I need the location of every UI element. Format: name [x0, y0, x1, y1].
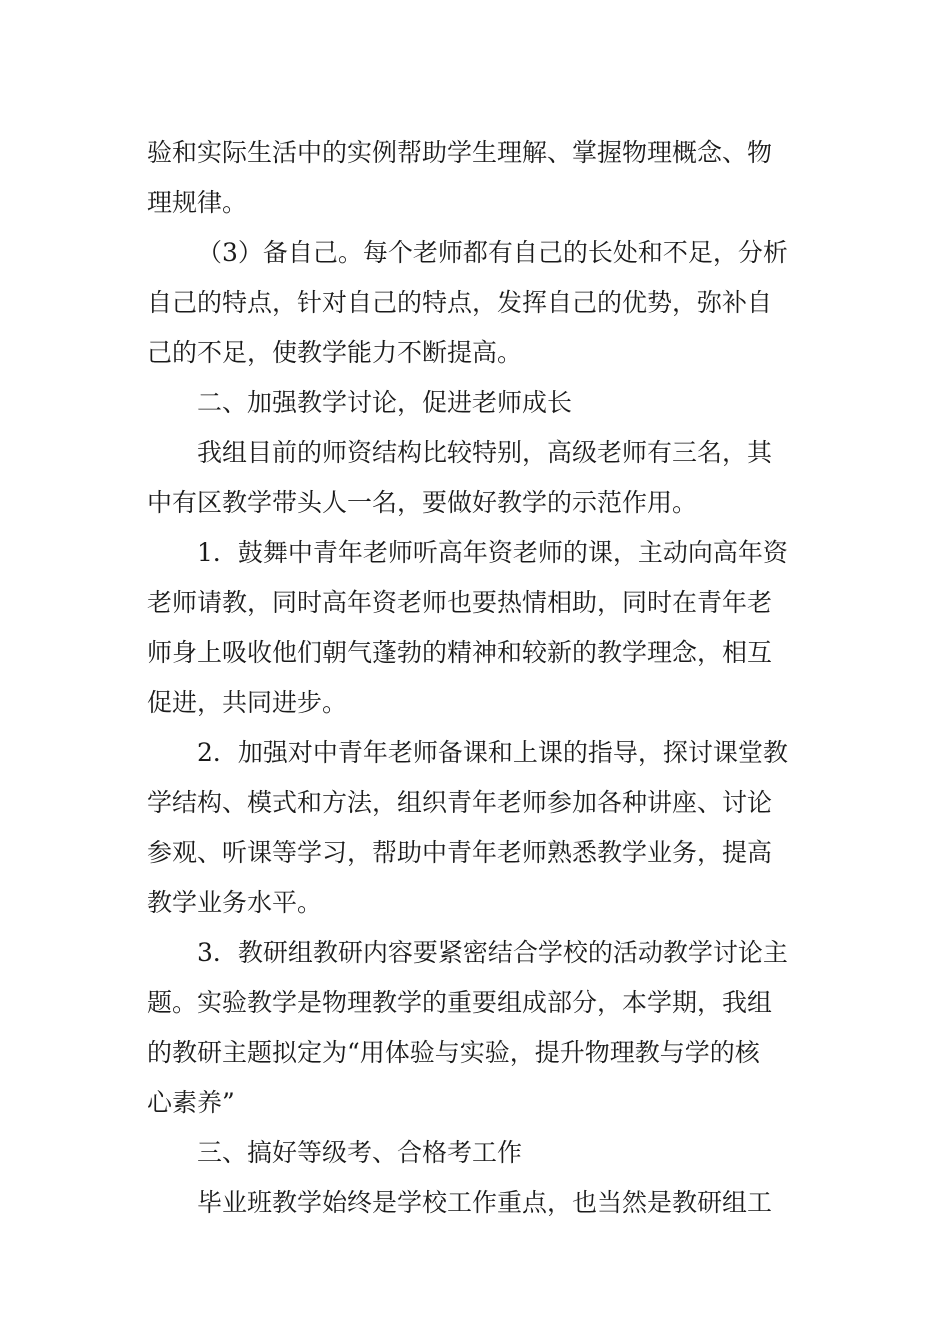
- text-line: 我组目前的师资结构比较特别，高级老师有三名，其: [197, 438, 773, 467]
- paragraph-graduating-class: [147, 1178, 807, 1228]
- text-line: 验和实际生活中的实例帮助学生理解、掌握物理概念、物: [147, 138, 773, 167]
- text-line: 3．教研组教研内容要紧密结合学校的活动教学讨论主: [197, 938, 788, 967]
- heading-line: 三、搞好等级考、合格考工作: [197, 1138, 523, 1167]
- paragraph-continuation: [147, 128, 807, 228]
- text-line: 2．加强对中青年老师备课和上课的指导，探讨课堂教: [197, 738, 788, 767]
- text-line: 自己的特点，针对自己的特点，发挥自己的优势，弥补自: [147, 288, 773, 317]
- section-heading-2: [147, 378, 807, 428]
- text-line: 理规律。: [147, 188, 248, 217]
- text-line: 心素养”: [147, 1088, 235, 1117]
- paragraph-self-preparation: [147, 228, 807, 378]
- heading-line: 二、加强教学讨论，促进老师成长: [197, 388, 573, 417]
- document-body: [147, 128, 807, 1228]
- text-line: 毕业班教学始终是学校工作重点，也当然是教研组工: [197, 1188, 773, 1217]
- section-heading-3: [147, 1128, 807, 1178]
- text-line: 中有区教学带头人一名，要做好教学的示范作用。: [147, 488, 698, 517]
- text-line: 老师请教，同时高年资老师也要热情相助，同时在青年老: [147, 588, 773, 617]
- text-line: 教学业务水平。: [147, 888, 323, 917]
- text-line: 1．鼓舞中青年老师听高年资老师的课，主动向高年资: [197, 538, 788, 567]
- paragraph-staff-structure: [147, 428, 807, 528]
- paragraph-item-1: [147, 528, 807, 728]
- text-line: 己的不足，使教学能力不断提高。: [147, 338, 523, 367]
- text-line: 参观、听课等学习，帮助中青年老师熟悉教学业务，提高: [147, 838, 773, 867]
- text-line: 师身上吸收他们朝气蓬勃的精神和较新的教学理念，相互: [147, 638, 773, 667]
- text-line: 促进，共同进步。: [147, 688, 348, 717]
- paragraph-item-3: [147, 928, 807, 1128]
- text-line: 学结构、模式和方法，组织青年老师参加各种讲座、讨论: [147, 788, 773, 817]
- text-line: 的教研主题拟定为“用体验与实验，提升物理教与学的核: [147, 1038, 760, 1067]
- paragraph-item-2: [147, 728, 807, 928]
- text-line: 题。实验教学是物理教学的重要组成部分，本学期，我组: [147, 988, 773, 1017]
- text-line: （3）备自己。每个老师都有自己的长处和不足，分析: [197, 238, 788, 267]
